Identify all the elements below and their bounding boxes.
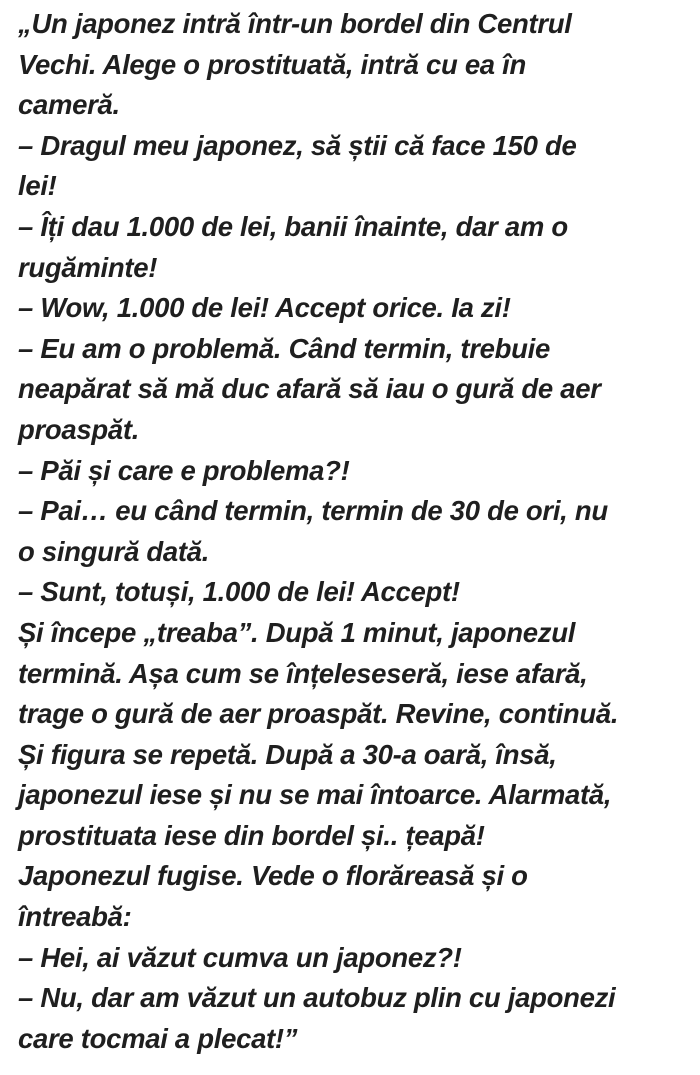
text-line: rugăminte!	[18, 251, 158, 283]
text-line: „Un japonez intră într-un bordel din Centrul	[18, 8, 572, 39]
text-line: trage o gură de aer proaspăt. Revine, continuă.	[18, 698, 619, 730]
text-line: neapărat să mă duc afară să iau o gură de aer	[18, 373, 601, 405]
text-line: – Hei, ai văzut cumva un japonez?!	[18, 941, 462, 973]
text-line: – Păi și care e problema?!	[18, 454, 350, 486]
text-line: prostituata iese din bordel și.. țeapă!	[18, 819, 485, 851]
text-line: Japonezul fugise. Vede o florăreasă și o	[18, 860, 528, 892]
text-line: cameră.	[18, 89, 120, 121]
text-line: – Sunt, totuși, 1.000 de lei! Accept!	[18, 576, 460, 608]
text-line: Și începe „treaba”. După 1 minut, japonezul	[18, 616, 576, 648]
text-line: – Pai… eu când termin, termin de 30 de ori, nu	[18, 495, 608, 527]
text-line: – Nu, dar am văzut un autobuz plin cu japonezi	[18, 982, 616, 1014]
joke-text-block	[18, 4, 688, 1059]
text-line: – Wow, 1.000 de lei! Accept orice. Ia zi!	[18, 292, 511, 324]
text-line: proaspăt.	[18, 413, 140, 445]
text-line: Și figura se repetă. După a 30-a oară, însă,	[18, 738, 557, 770]
text-line: – Dragul meu japonez, să știi că face 150 de	[18, 129, 577, 161]
text-line: termină. Așa cum se înțeleseseră, iese afară,	[18, 657, 588, 689]
text-line: – Îți dau 1.000 de lei, banii înainte, dar am o	[18, 210, 568, 242]
text-line: Vechi. Alege o prostituată, intră cu ea în	[18, 48, 526, 80]
text-line: – Eu am o problemă. Când termin, trebuie	[18, 332, 550, 364]
text-line: lei!	[18, 170, 57, 202]
text-line: japonezul iese și nu se mai întoarce. Alarmată,	[18, 779, 612, 811]
text-line: o singură dată.	[18, 535, 210, 567]
text-line: întreabă:	[18, 901, 132, 933]
text-line: care tocmai a plecat!”	[18, 1022, 298, 1054]
